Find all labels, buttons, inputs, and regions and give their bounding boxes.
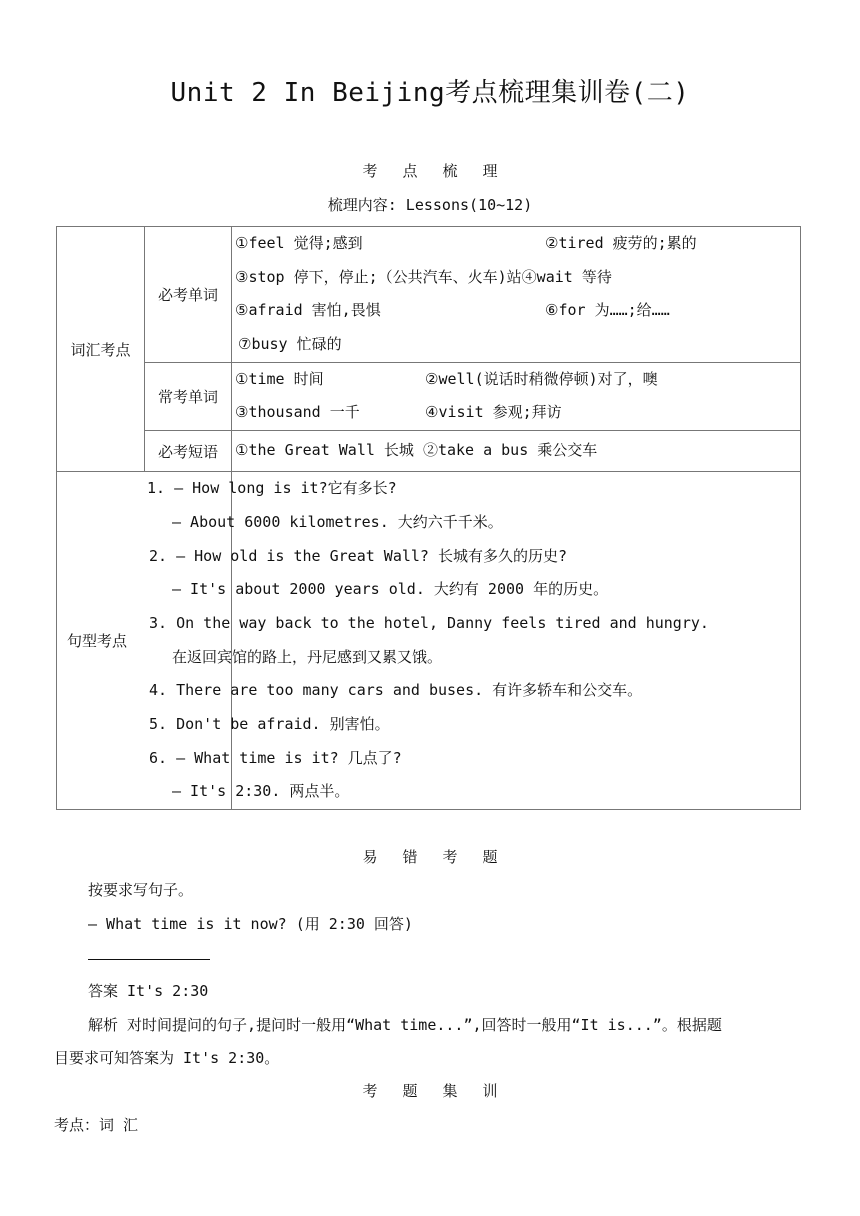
common-words-row-2 <box>235 396 800 430</box>
must-words-label: 必考单词 <box>145 227 232 363</box>
word-item: ④wait 等待 <box>521 267 612 286</box>
sentence-category: 句型考点 <box>57 472 232 810</box>
word-item: ③stop 停下，停止;（公共汽车、火车)站 <box>235 267 522 286</box>
sentence-line: 6. — What time is it? 几点了? <box>149 748 402 767</box>
question-instruction: 按要求写句子。 <box>88 881 194 899</box>
review-table <box>56 226 801 810</box>
common-words-label: 常考单词 <box>145 362 232 430</box>
vocab-category: 词汇考点 <box>57 227 145 472</box>
sentence-line: 在返回宾馆的路上，丹尼感到又累又饿。 <box>172 647 443 666</box>
section-heading-review: 考 点 梳 理 <box>362 162 506 180</box>
topic-label: 考点：词 汇 <box>54 1116 139 1134</box>
sentence-line: — It's about 2000 years old. 大约有 2000 年的历史。 <box>172 580 609 599</box>
question-text: — What time is it now? (用 2:30 回答) <box>88 915 413 933</box>
sentence-line: 2. — How old is the Great Wall? 长城有多久的历史? <box>149 546 568 565</box>
must-words-row-4 <box>235 328 800 362</box>
review-range: 梳理内容: Lessons(10~12) <box>327 196 533 214</box>
sentence-line: — About 6000 kilometres. 大约六千千米。 <box>172 512 503 531</box>
answer-text: 答案 It's 2:30 <box>88 982 209 1000</box>
common-words-row-1 <box>235 363 800 397</box>
answer-blank <box>88 959 210 960</box>
section-heading-practice: 考 题 集 训 <box>362 1082 506 1100</box>
word-item: ①time 时间 <box>235 369 324 388</box>
word-item: ④visit 参观;拜访 <box>425 403 562 422</box>
must-words-row-1 <box>235 227 800 261</box>
word-item: ③thousand 一千 <box>235 403 360 422</box>
must-words-row-2 <box>235 261 800 295</box>
phrases-cell <box>232 431 801 472</box>
common-words-cell <box>232 362 801 430</box>
section-heading-errors: 易 错 考 题 <box>362 848 506 866</box>
sentence-line: 5. Don't be afraid. 别害怕。 <box>149 714 390 733</box>
must-words-row-3 <box>235 294 800 328</box>
analysis-line-2: 目要求可知答案为 It's 2:30。 <box>54 1049 280 1067</box>
must-words-cell <box>232 227 801 363</box>
sentences-cell <box>147 472 801 810</box>
word-item: ①feel 觉得;感到 <box>235 234 363 252</box>
sentence-line: — It's 2:30. 两点半。 <box>172 782 350 801</box>
word-item: ⑤afraid 害怕,畏惧 <box>235 301 381 320</box>
word-item: ②tired 疲劳的;累的 <box>545 234 697 252</box>
word-item: ⑦busy 忙碌的 <box>238 335 342 354</box>
sentence-line: 3. On the way back to the hotel, Danny feels tired and hungry. <box>149 613 709 632</box>
word-item: ②well(说话时稍微停顿)对了，噢 <box>425 369 658 388</box>
sentence-line: 1. — How long is it?它有多长? <box>147 479 397 498</box>
phrases-label: 必考短语 <box>145 431 232 472</box>
page-title: Unit 2 In Beijing考点梳理集训卷(二) <box>170 78 690 108</box>
analysis-line-1: 解析 对时间提问的句子,提问时一般用“What time...”,回答时一般用“It is...”。根据题 <box>88 1016 722 1034</box>
phrase-item: ①the Great Wall 长城 ②take a bus 乘公交车 <box>235 441 598 460</box>
word-item: ⑥for 为……;给…… <box>545 301 670 320</box>
sentence-line: 4. There are too many cars and buses. 有许多轿车和公交车。 <box>149 681 643 700</box>
